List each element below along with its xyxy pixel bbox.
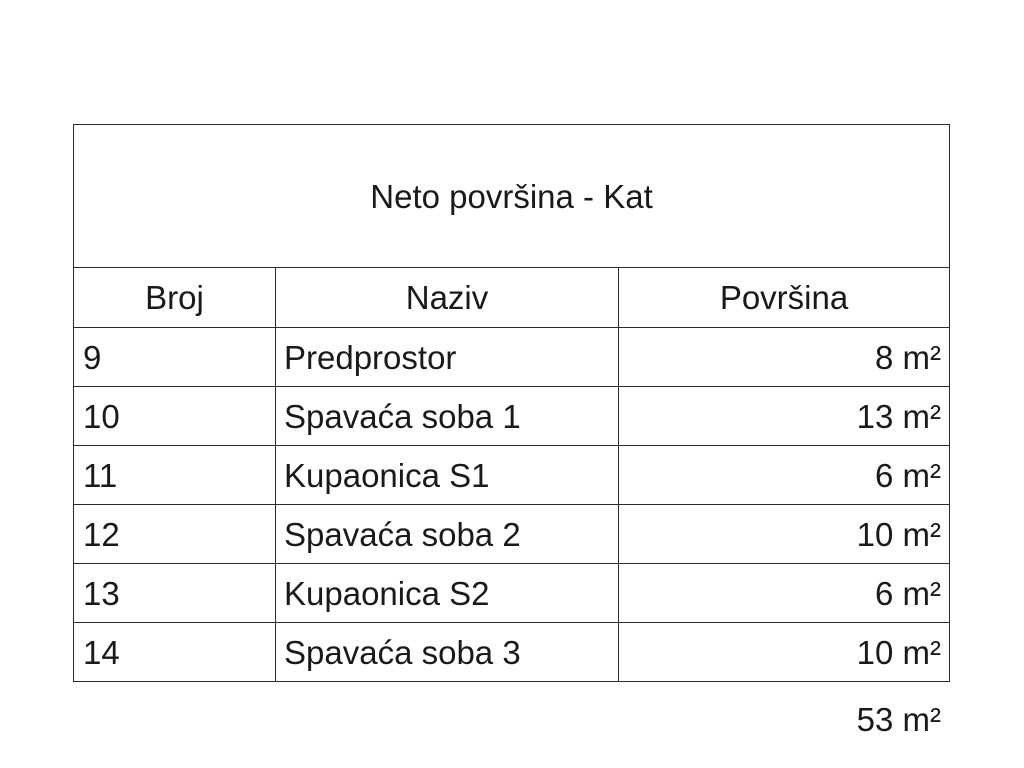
table-row bbox=[74, 387, 950, 446]
cell-povrsina: 13 m² bbox=[619, 387, 950, 446]
header-naziv: Naziv bbox=[276, 268, 619, 328]
header-broj: Broj bbox=[74, 268, 276, 328]
table-row bbox=[74, 623, 950, 682]
header-row bbox=[74, 268, 950, 328]
cell-povrsina: 6 m² bbox=[619, 564, 950, 623]
cell-naziv: Spavaća soba 3 bbox=[276, 623, 619, 682]
cell-naziv: Kupaonica S2 bbox=[276, 564, 619, 623]
cell-naziv: Kupaonica S1 bbox=[276, 446, 619, 505]
cell-naziv: Spavaća soba 2 bbox=[276, 505, 619, 564]
table-row bbox=[74, 505, 950, 564]
cell-broj: 10 bbox=[74, 387, 276, 446]
cell-broj: 11 bbox=[74, 446, 276, 505]
cell-povrsina: 10 m² bbox=[619, 505, 950, 564]
cell-povrsina: 6 m² bbox=[619, 446, 950, 505]
header-povrsina: Površina bbox=[619, 268, 950, 328]
total-area: 53 m² bbox=[856, 701, 941, 738]
title-row bbox=[74, 125, 950, 268]
table-title: Neto površina - Kat bbox=[74, 125, 950, 268]
cell-naziv: Spavaća soba 1 bbox=[276, 387, 619, 446]
cell-broj: 9 bbox=[74, 328, 276, 387]
cell-broj: 12 bbox=[74, 505, 276, 564]
table-row bbox=[74, 564, 950, 623]
cell-naziv: Predprostor bbox=[276, 328, 619, 387]
cell-povrsina: 8 m² bbox=[619, 328, 950, 387]
table-row bbox=[74, 328, 950, 387]
cell-broj: 14 bbox=[74, 623, 276, 682]
cell-povrsina: 10 m² bbox=[619, 623, 950, 682]
area-table bbox=[73, 124, 950, 682]
cell-broj: 13 bbox=[74, 564, 276, 623]
table-row bbox=[74, 446, 950, 505]
